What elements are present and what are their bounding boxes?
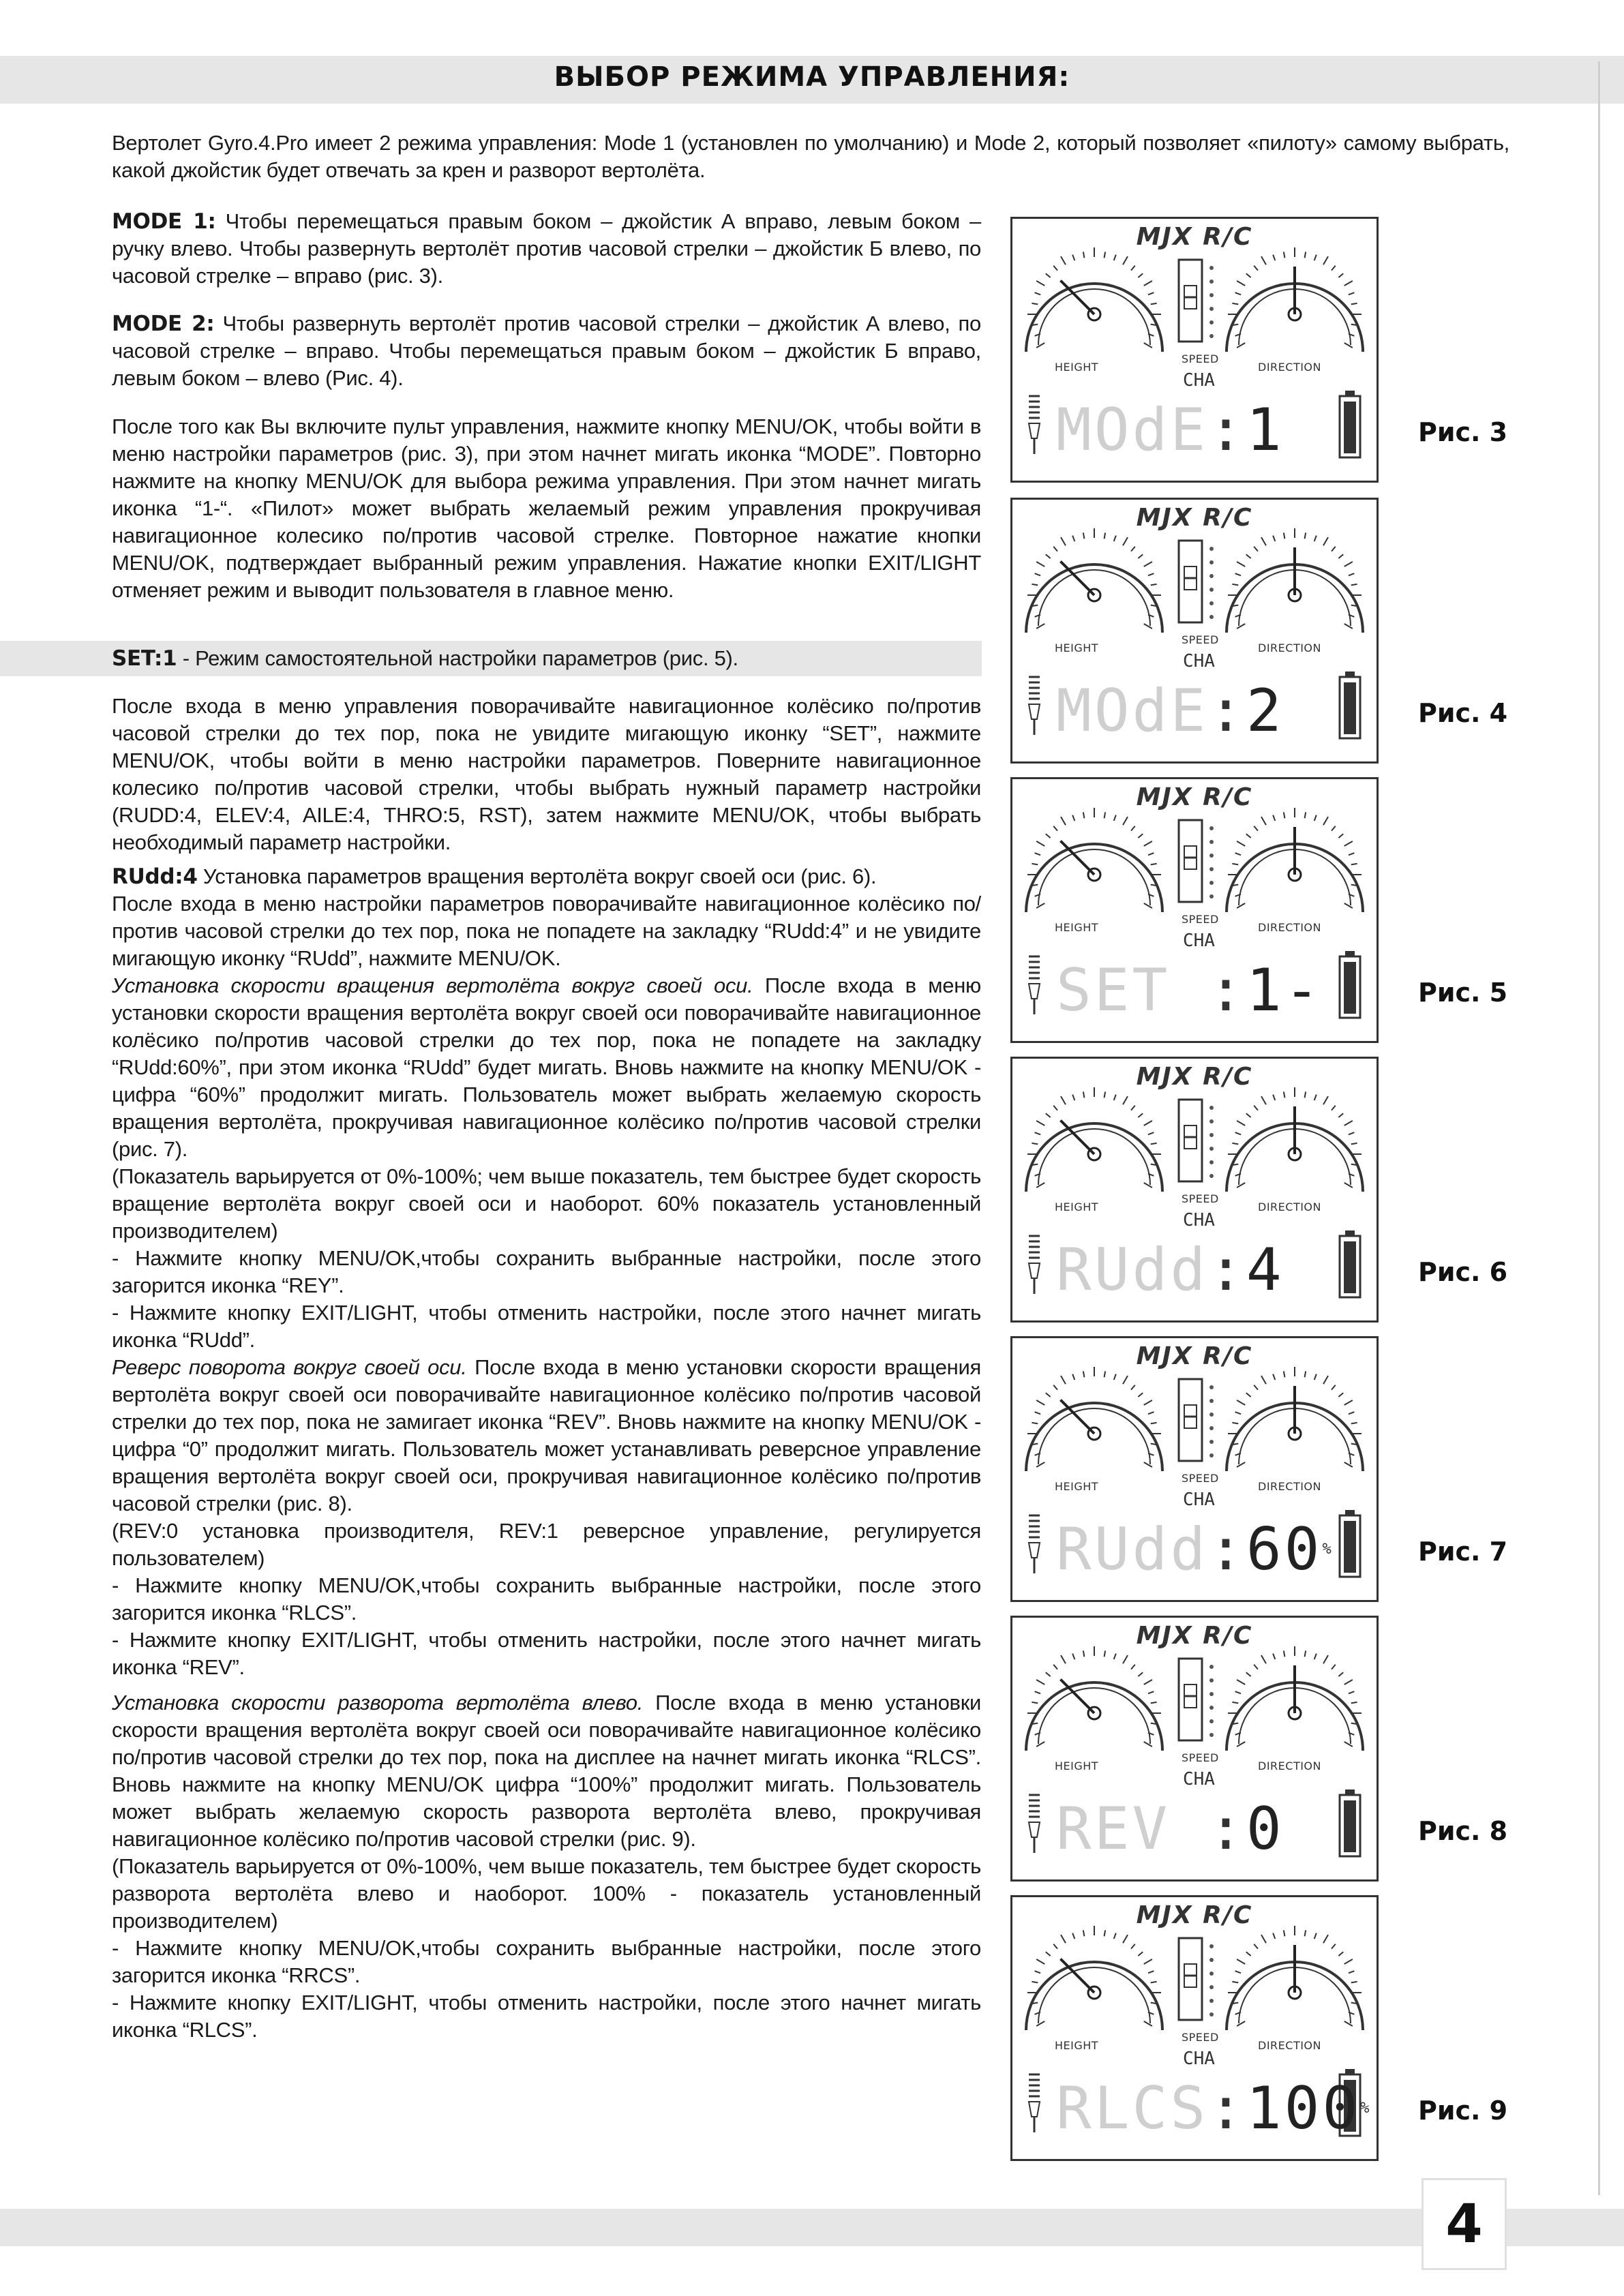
segment-value: 4 <box>1246 1236 1284 1304</box>
menu-instructions-text: После того как Вы включите пульт управления, нажмите кнопку MENU/OK, чтобы войти в меню настройки параметров (рис. 3), при этом начнет мигать иконка “MODE”. Повторно нажмите на кнопку MENU/OK для выбора режима управления. При этом начнет мигать иконка “1-“. «Пилот» может выбрать желаемый режим управления прокручивая навигационное колесико по/против часовой стрелке. Повторное нажатие кнопки MENU/OK, подтверждает выбранный режим управления. Нажатие кнопки EXIT/LIGHT отменяет режим и выводит пользователя в главное меню. <box>112 414 981 602</box>
lcd-display <box>1010 217 1379 483</box>
lcd-brand-logo: MJX R/C <box>1136 504 1253 532</box>
lcd-segment-readout <box>1056 1515 1334 1584</box>
speed-label: SPEED <box>1182 1472 1219 1485</box>
segment-separator: : <box>1208 1515 1246 1584</box>
lcd-brand-logo: MJX R/C <box>1136 1342 1253 1370</box>
segment-label: RLCS <box>1056 2074 1209 2143</box>
figure-caption: Рис. 9 <box>1418 2096 1508 2126</box>
cha-label: CHA <box>1183 931 1215 951</box>
rudd-p6-heading: Реверс поворота вокруг своей оси. <box>112 1355 467 1379</box>
lcd-brand-logo: MJX R/C <box>1136 1063 1253 1091</box>
lcd-brand-logo: MJX R/C <box>1136 1901 1253 1929</box>
segment-separator: : <box>1208 396 1246 464</box>
mode1-label: MODE 1: <box>112 209 216 234</box>
footer-band <box>0 2209 1624 2246</box>
page-number: 4 <box>1422 2178 1507 2270</box>
speed-label: SPEED <box>1182 1192 1219 1205</box>
intro-paragraph <box>112 130 1509 184</box>
set-section-heading <box>112 645 981 672</box>
mode1-text: Чтобы перемещаться правым боком – джойстик А вправо, левым боком – ручку влево. Чтобы развернуть вертолёт против часовой стрелки – джойстик Б влево, по часовой стрелке – вправо (рис. 3). <box>112 209 981 288</box>
cha-label: CHA <box>1183 1490 1215 1510</box>
lcd-segment-readout <box>1056 1795 1322 1863</box>
rudd-p10-heading: Установка скорости разворота вертолёта влево. <box>112 1691 644 1715</box>
rudd-p12: - Нажмите кнопку MENU/OK,чтобы сохранить выбранные настройки, после этого загорится иконка “RRCS”. <box>112 1936 981 1987</box>
set-section-body <box>112 693 981 856</box>
lcd-brand-logo: MJX R/C <box>1136 783 1253 811</box>
speed-label: SPEED <box>1182 352 1219 365</box>
segment-separator: : <box>1208 2074 1246 2143</box>
lcd-display <box>1010 1336 1379 1602</box>
direction-label: DIRECTION <box>1258 361 1321 374</box>
segment-percent: % <box>1360 2100 1372 2117</box>
segment-value: 2 <box>1246 677 1284 745</box>
figure-caption: Рис. 4 <box>1418 698 1508 728</box>
segment-separator: : <box>1208 1236 1246 1304</box>
rudd-label: RUdd:4 <box>112 864 198 889</box>
rudd-p11: (Показатель варьируется от 0%-100%, чем выше показатель, тем быстрее будет скорость разворота вертолёта влево и наоборот. 100% - показатель установленный производителем) <box>112 1854 981 1933</box>
segment-separator: : <box>1208 956 1246 1025</box>
height-label: HEIGHT <box>1055 921 1099 934</box>
lcd-segment-readout <box>1056 2074 1372 2143</box>
figure-caption: Рис. 5 <box>1418 978 1508 1008</box>
segment-separator: : <box>1208 1795 1246 1863</box>
set-heading-text: - Режим самостоятельной настройки параметров (рис. 5). <box>177 646 738 670</box>
direction-label: DIRECTION <box>1258 1200 1321 1213</box>
set-body-text: После входа в меню управления поворачивайте навигационное колёсико по/против часовой стрелки до тех пор, пока не увидите мигающую иконку “SET”, нажмите MENU/OK, чтобы войти в меню настройки параметров. Поверните навигационное колесико по/против часовой стрелки, чтобы выбрать нужный параметр настройки (RUDD:4, ELEV:4, AILE:4, THRO:5, RST), затем нажмите MENU/OK, чтобы выбрать необходимый параметр настройки. <box>112 694 981 854</box>
rudd-p13: - Нажмите кнопку EXIT/LIGHT, чтобы отменить настройки, после этого начнет мигать иконка “RLCS”. <box>112 1991 981 2042</box>
figure-caption: Рис. 7 <box>1418 1537 1508 1567</box>
lcd-display <box>1010 498 1379 764</box>
speed-label: SPEED <box>1182 1751 1219 1764</box>
rudd-p2 <box>112 972 981 1163</box>
height-label: HEIGHT <box>1055 1759 1099 1772</box>
intro-text: Вертолет Gyro.4.Pro имеет 2 режима управления: Mode 1 (установлен по умолчанию) и Mode 2, который позволяет «пилоту» самому выбрать, какой джойстик будет отвечать за крен и разворот вертолёта. <box>112 131 1509 182</box>
cha-label: CHA <box>1183 1769 1215 1789</box>
segment-label: RUdd <box>1056 1236 1209 1304</box>
mode2-label: MODE 2: <box>112 312 215 336</box>
direction-label: DIRECTION <box>1258 921 1321 934</box>
segment-label: REV <box>1056 1795 1209 1863</box>
speed-label: SPEED <box>1182 913 1219 926</box>
segment-value: 100 <box>1246 2074 1361 2143</box>
figure-caption: Рис. 6 <box>1418 1257 1508 1287</box>
rudd-p10-text: После входа в меню установки скорости вращения вертолёта вокруг своей оси поворачивайте навигационное колёсико по/против часовой стрелки до тех пор, пока на дисплее на начнет мигать иконка “RLCS”. Вновь нажмите на кнопку MENU/OK цифра “100%” продолжит мигать. Пользователь может выбрать желаемую скорость разворота вертолёта влево, прокручивая навигационное колёсико по/против часовой стрелки (рис. 9). <box>112 1691 981 1851</box>
segment-label: SET <box>1056 956 1209 1025</box>
lcd-display <box>1010 1895 1379 2161</box>
segment-value: 60 <box>1246 1515 1323 1584</box>
rudd-heading-text: Установка параметров вращения вертолёта вокруг своей оси (рис. 6). <box>197 864 877 888</box>
direction-label: DIRECTION <box>1258 1480 1321 1493</box>
rudd-p6-text: После входа в меню установки скорости вращения вертолёта вокруг своей оси поворачивайте навигационное колёсико по/против часовой стрелки до тех пор, пока не замигает иконка “REV”. Вновь нажмите на кнопку MENU/OK - цифра “0” продолжит мигать. Пользователь может устанавливать реверсное управление вращения вертолёта вокруг своей оси, прокручивая навигационное колёсико по/против часовой стрелки (рис. 8). <box>112 1355 981 1515</box>
lcd-brand-logo: MJX R/C <box>1136 223 1253 251</box>
segment-label: MOdE <box>1056 677 1209 745</box>
segment-separator: : <box>1208 677 1246 745</box>
direction-label: DIRECTION <box>1258 641 1321 654</box>
rudd-p9: - Нажмите кнопку EXIT/LIGHT, чтобы отменить настройки, после этого начнет мигать иконка “REV”. <box>112 1628 981 1679</box>
height-label: HEIGHT <box>1055 1200 1099 1213</box>
segment-label: MOdE <box>1056 396 1209 464</box>
rudd-section-body <box>112 890 981 2044</box>
cha-label: CHA <box>1183 1210 1215 1230</box>
set-label: SET:1 <box>112 646 177 671</box>
segment-value: 1 <box>1246 396 1284 464</box>
rudd-p7: (REV:0 установка производителя, REV:1 реверсное управление, регулируется пользователем) <box>112 1519 981 1570</box>
direction-label: DIRECTION <box>1258 2039 1321 2052</box>
segment-value: 0 <box>1246 1795 1284 1863</box>
mode2-text: Чтобы развернуть вертолёт против часовой стрелки – джойстик А влево, по часовой стрелке – вправо. Чтобы перемещаться правым боком – джойстик Б вправо, левым боком – влево (Рис. 4). <box>112 312 981 390</box>
segment-label: RUdd <box>1056 1515 1209 1584</box>
mode1-paragraph <box>112 208 981 290</box>
figure-caption: Рис. 3 <box>1418 417 1508 447</box>
lcd-segment-readout <box>1056 956 1322 1025</box>
rudd-p8: - Нажмите кнопку MENU/OK,чтобы сохранить выбранные настройки, после этого загорится иконка “RLCS”. <box>112 1573 981 1625</box>
cha-label: CHA <box>1183 370 1215 391</box>
segment-percent: % <box>1322 1541 1334 1558</box>
mode2-paragraph <box>112 310 981 392</box>
height-label: HEIGHT <box>1055 361 1099 374</box>
rudd-section-heading <box>112 863 981 890</box>
lcd-segment-readout <box>1056 1236 1322 1304</box>
lcd-brand-logo: MJX R/C <box>1136 1622 1253 1650</box>
right-margin-line <box>1598 61 1600 2195</box>
lcd-display <box>1010 777 1379 1043</box>
rudd-p1: После входа в меню настройки параметров поворачивайте навигационное колёсико по/против часовой стрелки до тех пор, пока не попадете на закладку “RUdd:4” и не увидите мигающую иконку “RUdd”, нажмите MENU/OK. <box>112 892 981 970</box>
lcd-segment-readout <box>1056 396 1322 464</box>
rudd-p5: - Нажмите кнопку EXIT/LIGHT, чтобы отменить настройки, после этого начнет мигать иконка “RUdd”. <box>112 1301 981 1352</box>
rudd-p2-heading: Установка скорости вращения вертолёта вокруг своей оси. <box>112 973 753 997</box>
height-label: HEIGHT <box>1055 1480 1099 1493</box>
cha-label: CHA <box>1183 2049 1215 2069</box>
figure-caption: Рис. 8 <box>1418 1816 1508 1846</box>
rudd-p2-text: После входа в меню установки скорости вращения вертолёта вокруг своей оси поворачивайте навигационное колёсико по/против часовой стрелки до тех пор, пока не попадете на закладку “RUdd:60%”, при этом иконка “RUdd” будет мигать. Вновь нажмите на кнопку MENU/OK - цифра “60%” продолжит мигать. Пользователь может выбрать желаемую скорость вращения вертолёта, прокручивая навигационное колёсико по/против часовой стрелки (рис. 7). <box>112 973 981 1161</box>
height-label: HEIGHT <box>1055 2039 1099 2052</box>
lcd-display <box>1010 1057 1379 1323</box>
lcd-segment-readout <box>1056 677 1322 745</box>
speed-label: SPEED <box>1182 2031 1219 2044</box>
menu-instructions-paragraph <box>112 413 981 604</box>
rudd-p10 <box>112 1689 981 1853</box>
rudd-p4: - Нажмите кнопку MENU/OK,чтобы сохранить выбранные настройки, после этого загорится иконка “REY”. <box>112 1246 981 1297</box>
segment-value: 1- <box>1246 956 1323 1025</box>
cha-label: CHA <box>1183 651 1215 671</box>
lcd-display <box>1010 1616 1379 1882</box>
rudd-p3: (Показатель варьируется от 0%-100%; чем выше показатель, тем быстрее будет скорость вращение вертолёта вокруг своей оси и наоборот. 60% показатель установленный производителем) <box>112 1164 981 1243</box>
rudd-p6 <box>112 1354 981 1517</box>
direction-label: DIRECTION <box>1258 1759 1321 1772</box>
speed-label: SPEED <box>1182 633 1219 646</box>
page-title: ВЫБОР РЕЖИМА УПРАВЛЕНИЯ: <box>554 61 1070 93</box>
height-label: HEIGHT <box>1055 641 1099 654</box>
